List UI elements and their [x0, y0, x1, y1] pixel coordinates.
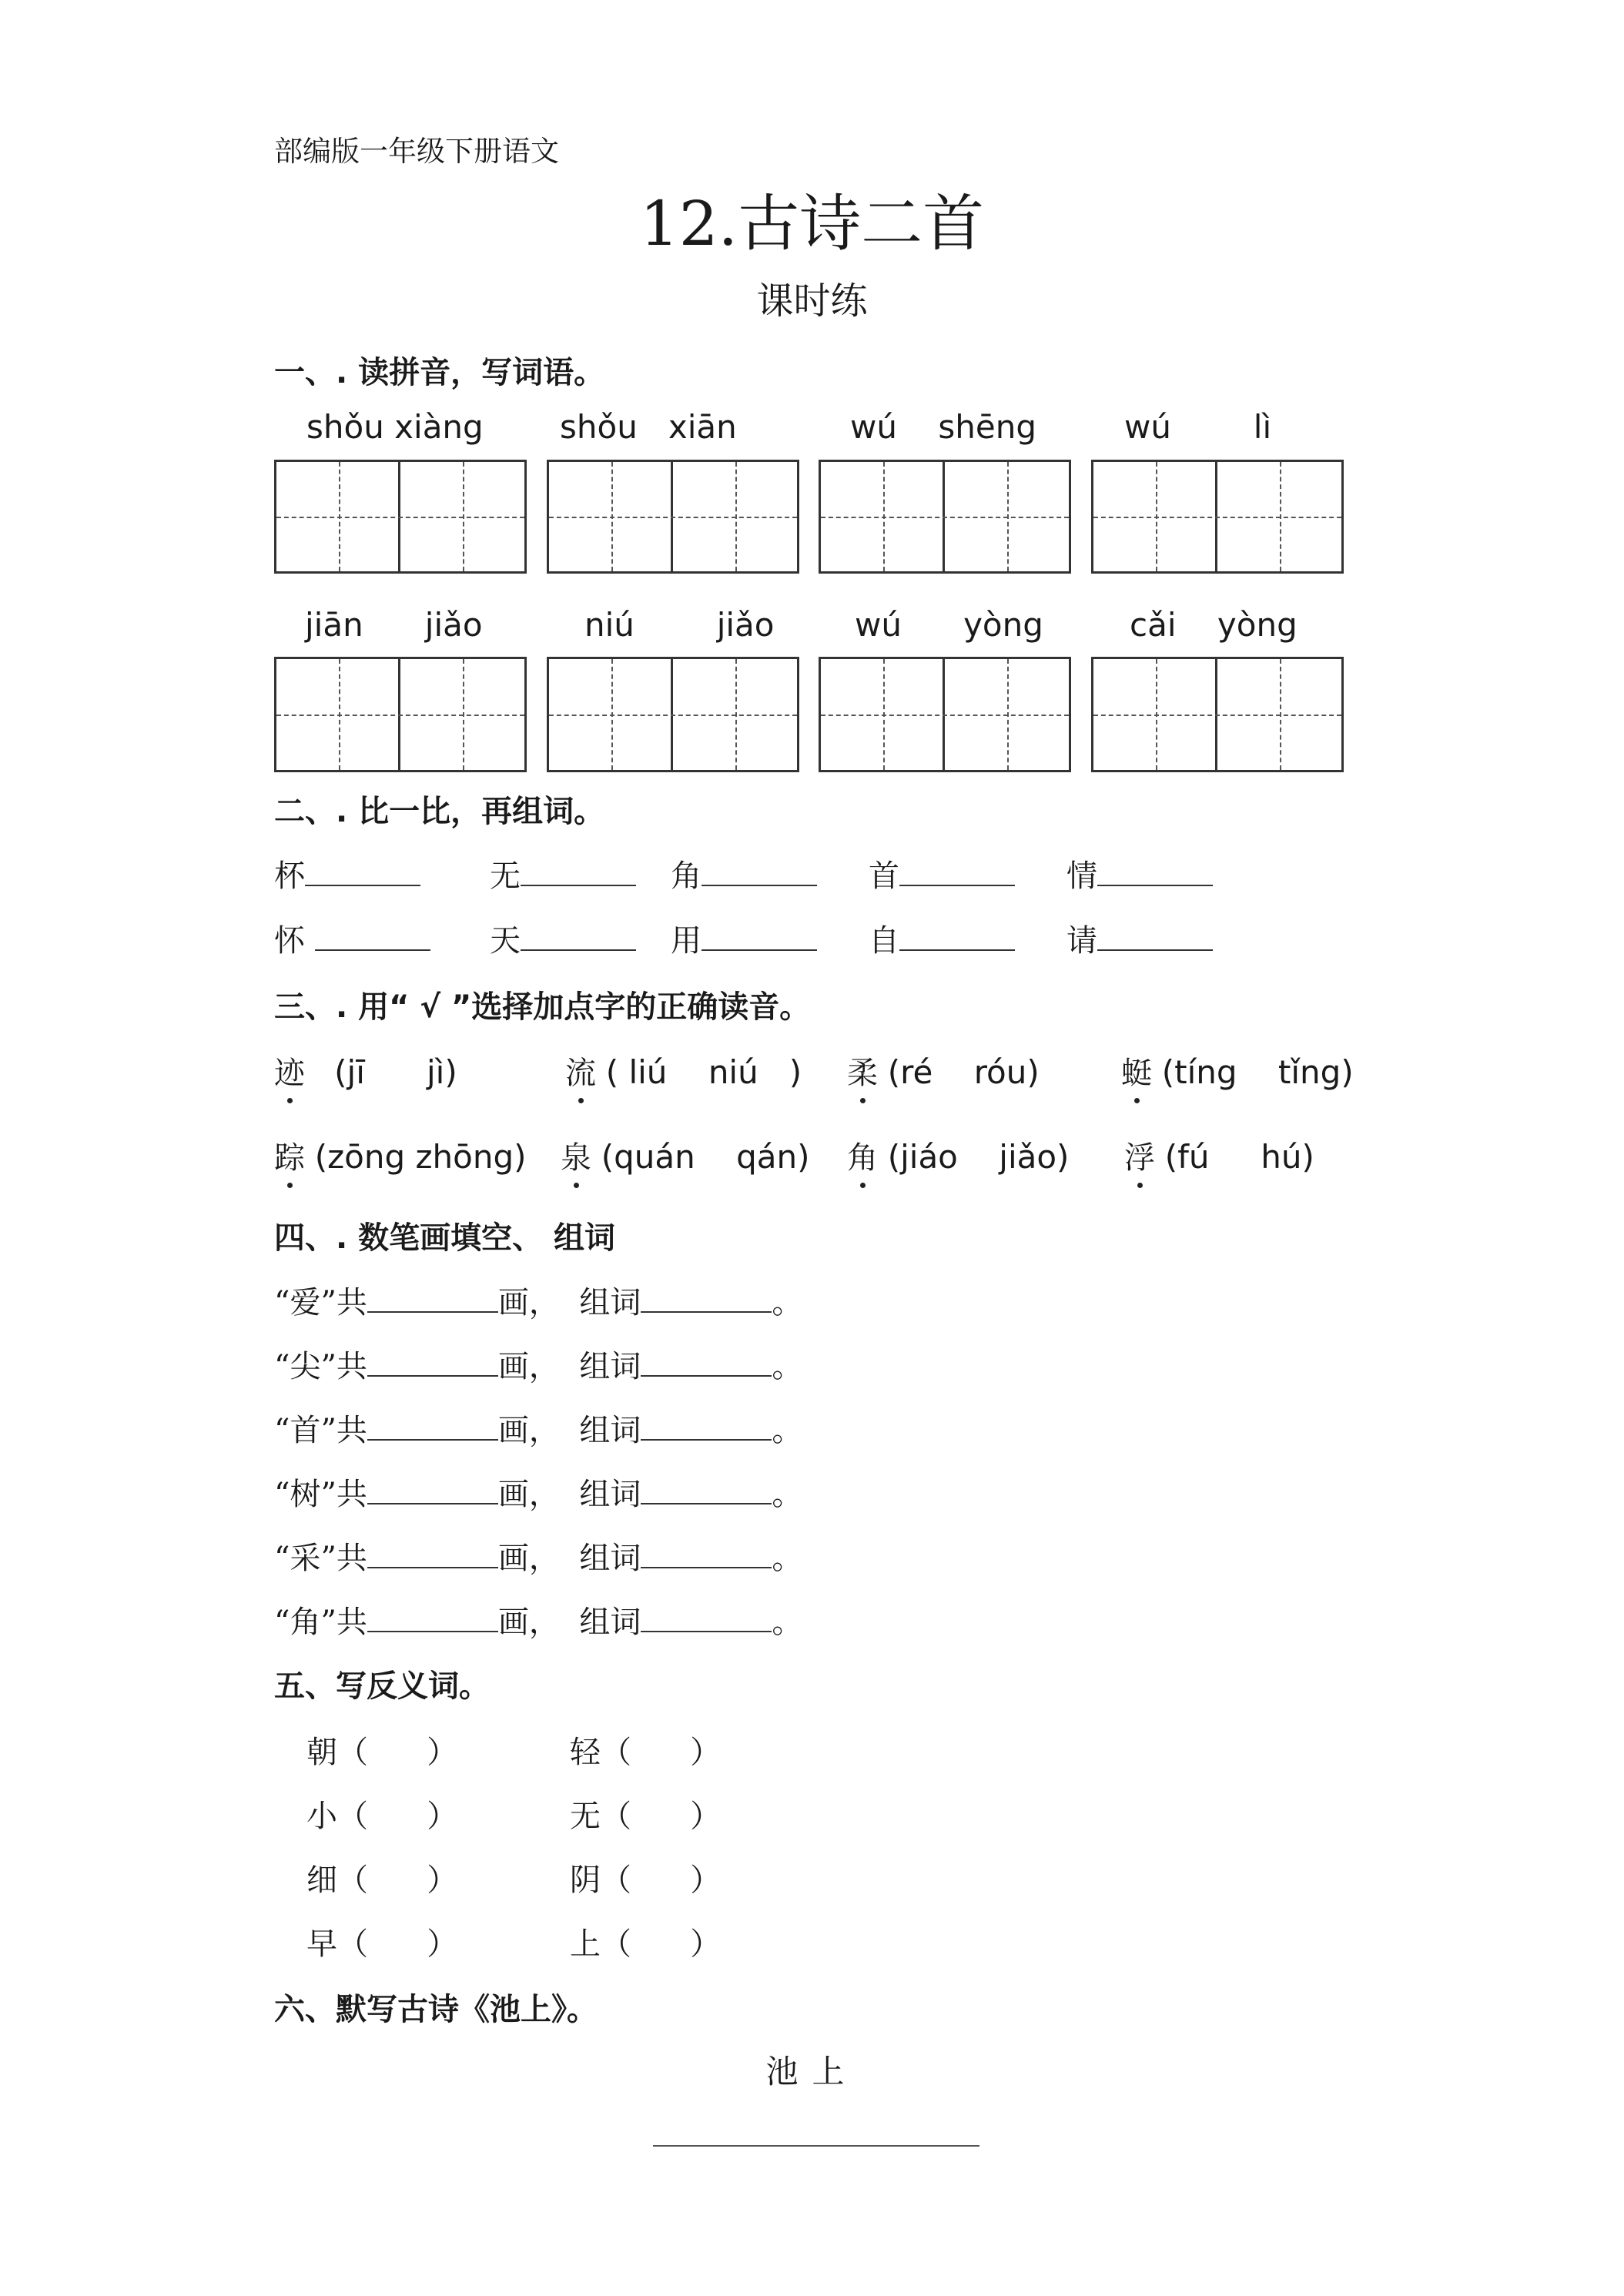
antonym-item[interactable]: 轻（ ） — [570, 1735, 722, 1770]
compare-item: 用 — [671, 916, 817, 960]
reading-choice[interactable]: 蜓 (tíng tǐng) — [1121, 1049, 1354, 1093]
stroke-count-blank[interactable] — [367, 1284, 498, 1313]
antonym-item[interactable]: 朝（ ） — [306, 1735, 458, 1770]
writing-grid[interactable] — [274, 657, 527, 772]
compare-item: 情 — [1066, 852, 1213, 895]
answer-blank[interactable] — [315, 922, 430, 951]
answer-blank[interactable] — [521, 922, 636, 951]
answer-blank[interactable] — [1097, 922, 1213, 951]
antonym-item[interactable]: 小（ ） — [306, 1799, 458, 1834]
word-blank[interactable] — [641, 1603, 772, 1632]
pinyin-label: niú jiǎo — [584, 606, 775, 644]
compare-item: 首 — [869, 852, 1015, 895]
answer-blank[interactable] — [702, 922, 817, 951]
compare-item: 无 — [490, 852, 636, 895]
stroke-count-blank[interactable] — [367, 1475, 498, 1504]
pinyin-label: shǒu xiān — [560, 408, 737, 446]
answer-blank[interactable] — [1097, 857, 1213, 886]
reading-choice[interactable]: 浮 (fú hú) — [1124, 1133, 1314, 1177]
word-blank[interactable] — [641, 1284, 772, 1313]
answer-blank[interactable] — [899, 857, 1015, 886]
reading-choice[interactable]: 流 ( liú niú ) — [565, 1049, 802, 1093]
stroke-count-blank[interactable] — [367, 1539, 498, 1568]
page-title: 12.古诗二首 — [639, 188, 985, 259]
antonym-item[interactable]: 无（ ） — [570, 1799, 722, 1834]
pinyin-label: wú yòng — [855, 606, 1043, 644]
writing-grid[interactable] — [1091, 460, 1344, 574]
poem-title: 池上 — [765, 2053, 859, 2090]
section5-heading: 五、写反义词。 — [274, 1668, 490, 1704]
stroke-count-row: “尖”共 画， 组词 。 — [274, 1349, 803, 1384]
section2-heading: 二、. 比一比，再组词。 — [274, 794, 605, 829]
writing-grid[interactable] — [819, 657, 1071, 772]
compare-item: 自 — [869, 916, 1015, 960]
reading-choice[interactable]: 角 (jiáo jiǎo) — [847, 1133, 1069, 1177]
reading-choice[interactable]: 迹 (jī jì) — [274, 1049, 457, 1093]
pinyin-label: jiān jiǎo — [305, 606, 483, 644]
stroke-count-blank[interactable] — [367, 1347, 498, 1377]
stroke-count-row: “角”共 画， 组词 。 — [274, 1605, 803, 1640]
header-note: 部编版一年级下册语文 — [274, 135, 559, 168]
compare-item: 天 — [490, 916, 636, 960]
antonym-item[interactable]: 早（ ） — [306, 1926, 458, 1962]
stroke-count-blank[interactable] — [367, 1411, 498, 1441]
compare-item: 怀 — [274, 916, 430, 960]
reading-choice[interactable]: 柔 (ré róu) — [847, 1049, 1040, 1093]
compare-item: 杯 — [274, 852, 420, 895]
pinyin-label: wú lì — [1124, 408, 1272, 446]
antonym-item[interactable]: 上（ ） — [570, 1926, 722, 1962]
stroke-count-row: “采”共 画， 组词 。 — [274, 1541, 803, 1576]
poem-writing-line[interactable] — [653, 2145, 979, 2147]
stroke-count-row: “爱”共 画， 组词 。 — [274, 1285, 803, 1320]
reading-choice[interactable]: 泉 (quán qán) — [561, 1133, 810, 1177]
pinyin-label: shǒu xiàng — [306, 408, 484, 446]
stroke-count-row: “首”共 画， 组词 。 — [274, 1413, 803, 1448]
page-subtitle: 课时练 — [756, 279, 868, 323]
stroke-count-row: “树”共 画， 组词 。 — [274, 1477, 803, 1512]
writing-grid[interactable] — [819, 460, 1071, 574]
antonym-item[interactable]: 阴（ ） — [570, 1863, 722, 1898]
pinyin-label: cǎi yòng — [1130, 606, 1298, 644]
answer-blank[interactable] — [305, 857, 420, 886]
writing-grid[interactable] — [547, 460, 799, 574]
pinyin-label: wú shēng — [850, 408, 1036, 446]
word-blank[interactable] — [641, 1539, 772, 1568]
word-blank[interactable] — [641, 1411, 772, 1441]
section1-heading: 一、. 读拼音，写词语。 — [274, 355, 605, 390]
stroke-count-blank[interactable] — [367, 1603, 498, 1632]
reading-choice[interactable]: 踪 (zōng zhōng) — [274, 1133, 527, 1177]
section3-heading: 三、. 用“ √ ”选择加点字的正确读音。 — [274, 989, 811, 1025]
antonym-item[interactable]: 细（ ） — [306, 1863, 458, 1898]
word-blank[interactable] — [641, 1475, 772, 1504]
compare-item: 角 — [671, 852, 817, 895]
writing-grid[interactable] — [1091, 657, 1344, 772]
word-blank[interactable] — [641, 1347, 772, 1377]
answer-blank[interactable] — [521, 857, 636, 886]
section6-heading: 六、默写古诗《池上》。 — [274, 1992, 598, 2027]
section4-heading: 四、. 数笔画填空、 组词 — [274, 1220, 616, 1256]
answer-blank[interactable] — [899, 922, 1015, 951]
answer-blank[interactable] — [702, 857, 817, 886]
writing-grid[interactable] — [547, 657, 799, 772]
compare-item: 请 — [1066, 916, 1213, 960]
writing-grid[interactable] — [274, 460, 527, 574]
